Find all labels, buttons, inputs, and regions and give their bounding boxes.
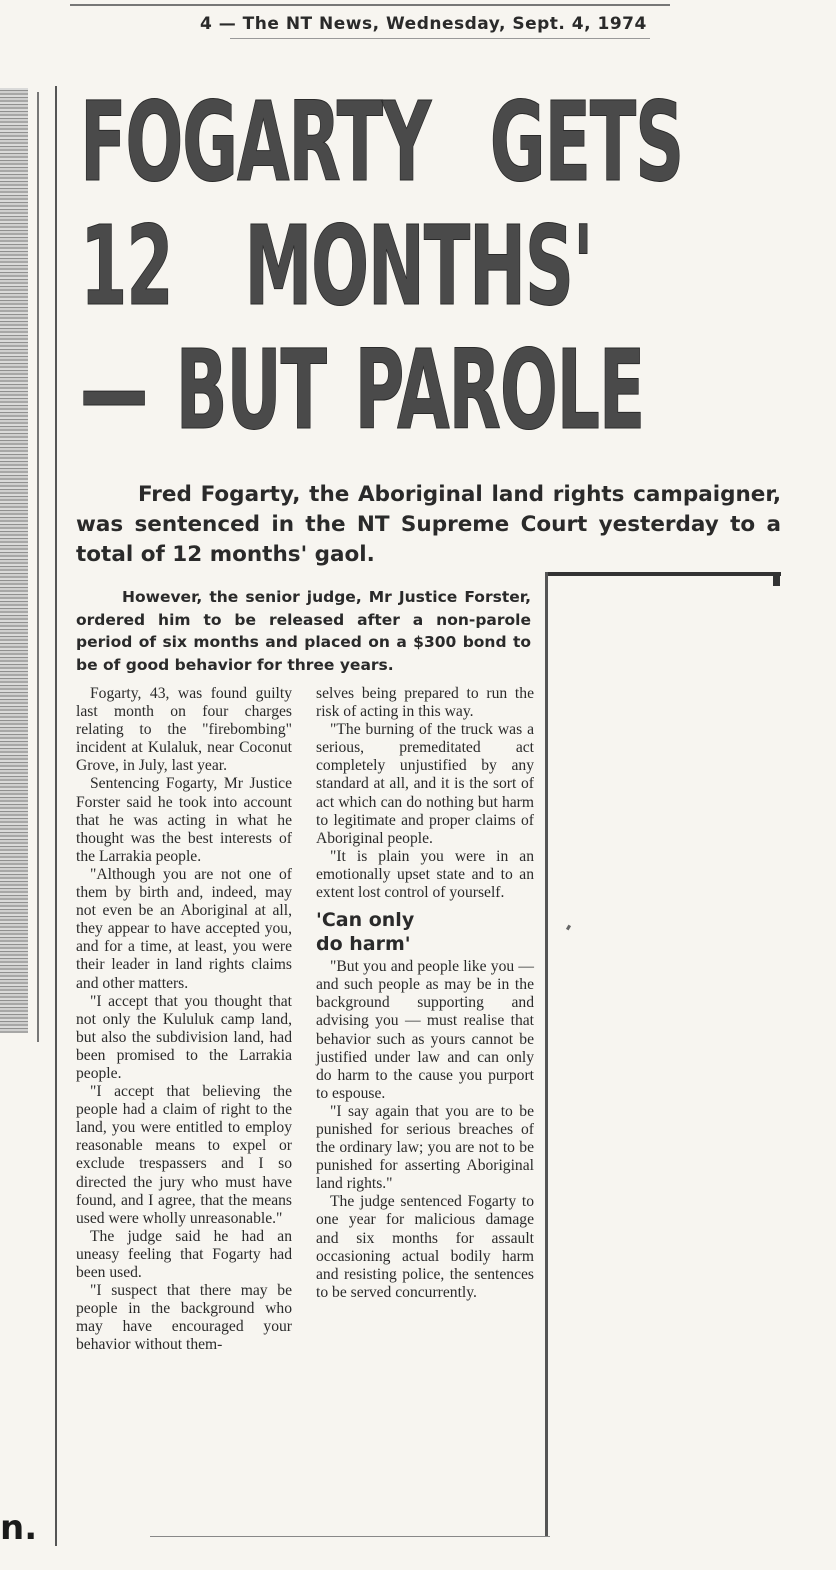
body-paragraph: Fogarty, 43, was found guilty last month on four charges relating to the "firebombing" incident at Kulaluk, near Coconut Grove, in July, last year. bbox=[76, 685, 292, 775]
dateline-rule bbox=[230, 38, 650, 39]
body-paragraph: The judge sentenced Fogarty to one year for malicious damage and six months for assault occasioning actual bodily harm and resisting police, the sentences to be served concurrently. bbox=[316, 1193, 534, 1301]
headline bbox=[80, 78, 683, 454]
body-paragraph: Sentencing Fogarty, Mr Justice Forster said he took into account that he was acting in what he thought was the best interests of the Larrakia people. bbox=[76, 775, 292, 865]
top-rule bbox=[70, 4, 670, 6]
body-paragraph: "I suspect that there may be people in the background who may have encouraged your behavior without them- bbox=[76, 1282, 292, 1354]
lead-paragraph: However, the senior judge, Mr Justice Forster, ordered him to be released after a non-parole period of six months and placed on a $300 bond to be of good behavior for three years. bbox=[76, 588, 531, 674]
adjacent-article-fragment: n. bbox=[0, 1508, 38, 1548]
body-paragraph: "I accept that you thought that not only the Kululuk camp land, but also the subdivision land, had been promised to the Larrakia people. bbox=[76, 992, 292, 1082]
page-dateline: 4 — The NT News, Wednesday, Sept. 4, 1974 bbox=[200, 14, 647, 34]
standfirst: Fred Fogarty, the Aboriginal land rights campaigner, was sentenced in the NT Supreme Court yesterday to a total of 12 months' gaol. bbox=[76, 482, 781, 567]
column-rule-left bbox=[37, 92, 39, 1042]
headline-line-3: — BUT PAROLE bbox=[80, 326, 645, 454]
print-speck bbox=[566, 925, 571, 931]
subheading: 'Can only do harm' bbox=[316, 909, 415, 956]
body-paragraph: "But you and people like you — and such people as may be in the background supporting and advising you — must realise that behavior such as yours cannot be justified under law and can only do harm to the cause you purport to espouse. bbox=[316, 958, 534, 1102]
body-paragraph: "It is plain you were in an emotionally upset state and to an extent lost control of yourself. bbox=[316, 847, 534, 902]
body-paragraph: The judge said he had an uneasy feeling that Fogarty had been used. bbox=[76, 1227, 292, 1281]
body-column-1 bbox=[76, 685, 292, 1354]
body-paragraph: "The burning of the truck was a serious, premeditated act completely unjustified by any standard at all, and it is the sort of act which can do nothing but harm to legitimate and proper claims of Aboriginal people. bbox=[316, 721, 534, 847]
headline-line-2: 12 MONTHS' bbox=[80, 202, 593, 330]
body-column-2 bbox=[316, 685, 534, 1302]
body-paragraph: "I accept that believing the people had a claim of right to the land, you were entitled to employ reasonable means to expel or exclude trespassers and I so directed the jury who must have found, and I agree, that the means used were wholly unreasonable." bbox=[76, 1083, 292, 1227]
body-paragraph: "I say again that you are to be punished for serious breaches of the ordinary law; you are not to be punished for asserting Aboriginal land rights." bbox=[316, 1102, 534, 1193]
body-paragraph: "Although you are not one of them by birth and, indeed, may not even be an Aboriginal at all, they appear to have accepted you, and for a time, at least, you were their leader in land rights claims and other matters. bbox=[76, 865, 292, 992]
headline-line-1: FOGARTY GETS bbox=[80, 78, 683, 206]
adjacent-box-corner bbox=[773, 572, 780, 586]
body-paragraph: selves being prepared to run the risk of acting in this way. bbox=[316, 685, 534, 721]
adjacent-clipping-edge bbox=[0, 88, 28, 1033]
column-rule bbox=[55, 86, 57, 1546]
adjacent-box-border-top bbox=[545, 572, 781, 576]
bottom-rule bbox=[150, 1536, 550, 1537]
adjacent-box-border-left bbox=[545, 572, 548, 1537]
